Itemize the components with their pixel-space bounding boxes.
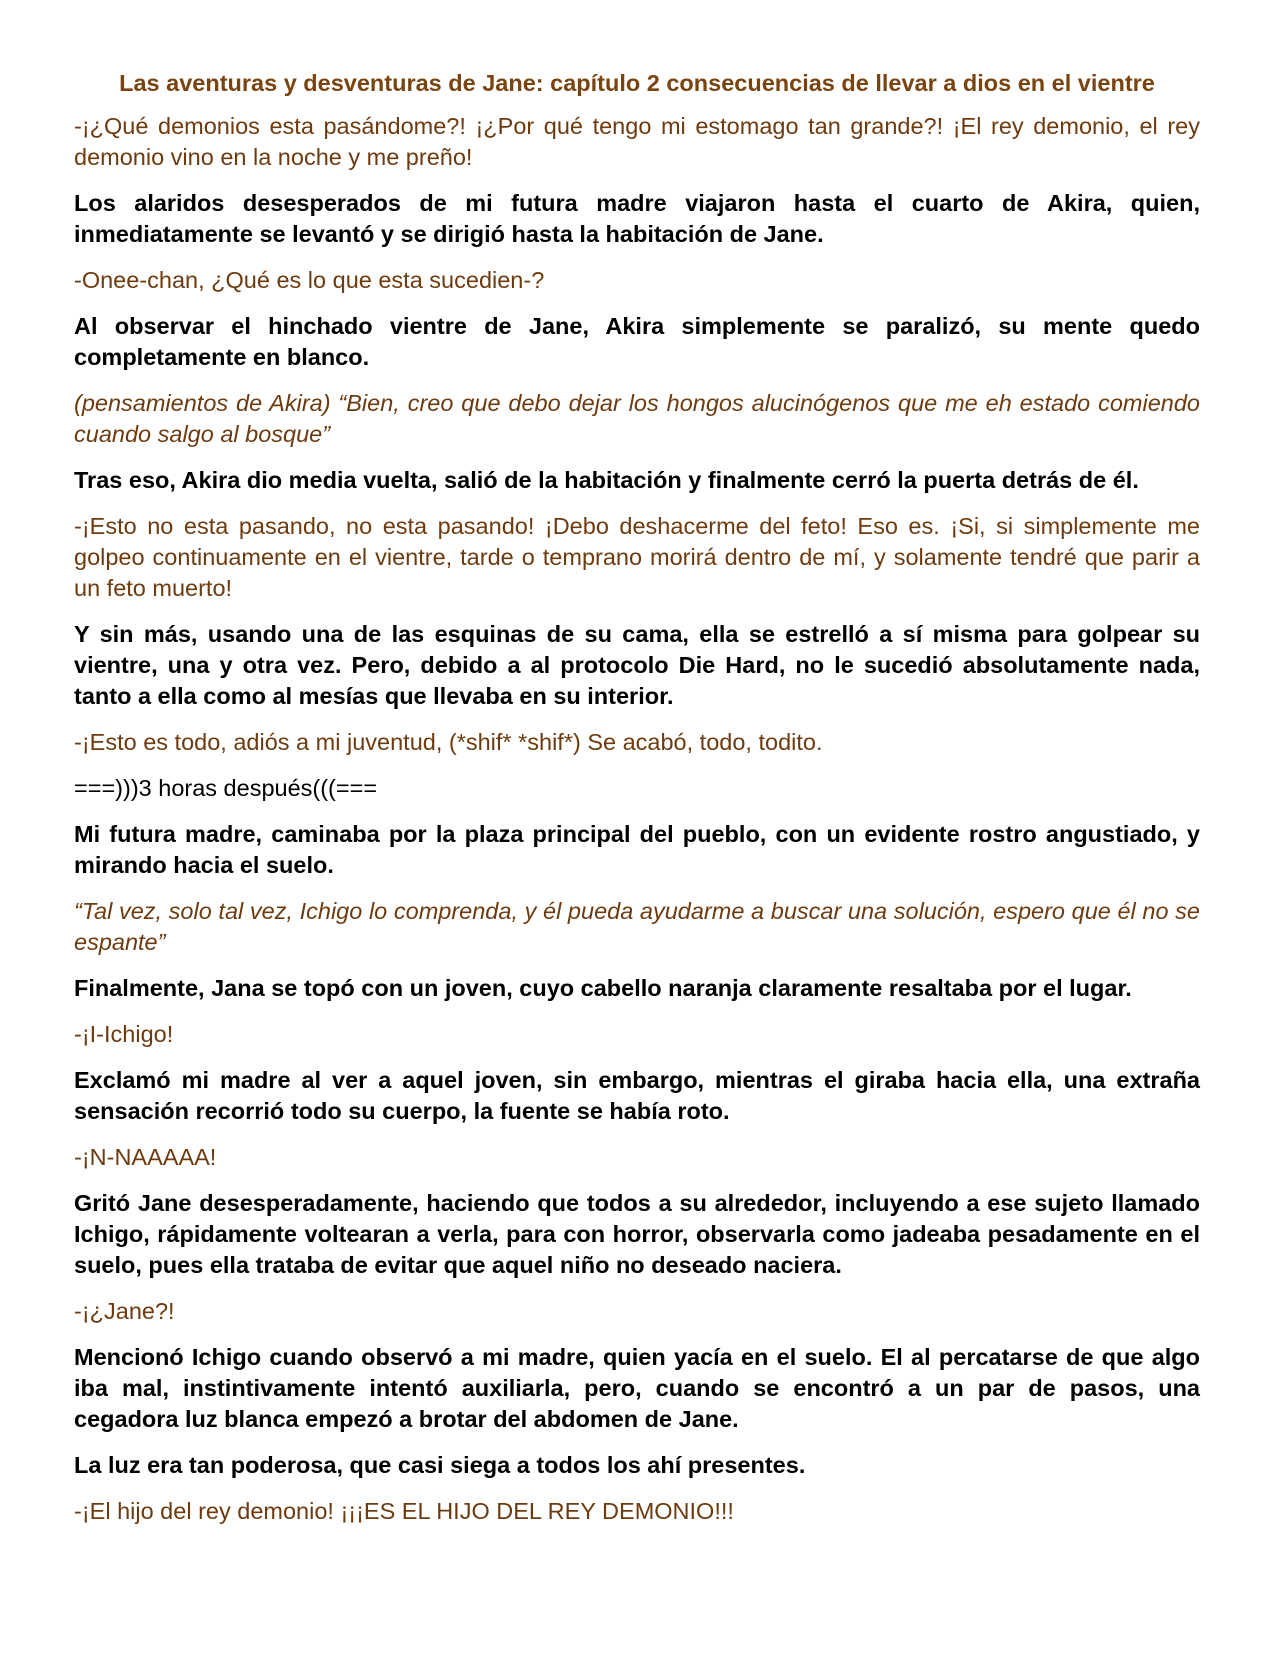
paragraph-dialog: -¡I-Ichigo!: [74, 1021, 174, 1047]
document-page: [74, 68, 1200, 1542]
paragraph-dialog: -Onee-chan, ¿Qué es lo que esta sucedien-?: [74, 267, 545, 293]
paragraph-narration: Mencionó Ichigo cuando observó a mi madre, quien yacía en el suelo. El al percatarse de que algo iba mal, instintivamente intentó auxiliarla, pero, cuando se encontró a un par de pasos, una cegadora luz blanca empezó a brotar del abdomen de Jane.: [74, 1344, 1200, 1432]
paragraph-dialog: -¡Esto no esta pasando, no esta pasando! ¡Debo deshacerme del feto! Eso es. ¡Si, si simplemente me golpeo continuamente en el vientre, tarde o temprano morirá dentro de mí, y solamente tendré que parir a un feto muerto!: [74, 513, 1200, 601]
paragraph-dialog: -¡El hijo del rey demonio! ¡¡¡ES EL HIJO DEL REY DEMONIO!!!: [74, 1498, 734, 1524]
paragraph-dialog: -¡¿Qué demonios esta pasándome?! ¡¿Por qué tengo mi estomago tan grande?! ¡El rey demonio, el rey demonio vino en la noche y me preño!: [74, 113, 1200, 170]
paragraph-narration: Al observar el hinchado vientre de Jane, Akira simplemente se paralizó, su mente quedo completamente en blanco.: [74, 313, 1200, 370]
paragraph-dialog: -¡¿Jane?!: [74, 1298, 175, 1324]
scene-separator: ===)))3 horas después(((===: [74, 775, 378, 801]
paragraph-dialog: -¡Esto es todo, adiós a mi juventud, (*shif* *shif*) Se acabó, todo, todito.: [74, 729, 823, 755]
paragraph-narration: Y sin más, usando una de las esquinas de su cama, ella se estrelló a sí misma para golpear su vientre, una y otra vez. Pero, debido a al protocolo Die Hard, no le sucedió absolutamente nada, tanto a ella como al mesías que llevaba en su interior.: [74, 621, 1200, 709]
paragraph-thought: “Tal vez, solo tal vez, Ichigo lo comprenda, y él pueda ayudarme a buscar una solución, espero que él no se espante”: [74, 898, 1200, 955]
paragraph-dialog: -¡N-NAAAAA!: [74, 1144, 217, 1170]
chapter-title: Las aventuras y desventuras de Jane: capítulo 2 consecuencias de llevar a dios en el vientre: [119, 70, 1155, 96]
paragraph-narration: Gritó Jane desesperadamente, haciendo que todos a su alrededor, incluyendo a ese sujeto llamado Ichigo, rápidamente voltearan a verla, para con horror, observarla como jadeaba pesadamente en el suelo, pues ella trataba de evitar que aquel niño no deseado naciera.: [74, 1190, 1200, 1278]
paragraph-thought: (pensamientos de Akira) “Bien, creo que debo dejar los hongos alucinógenos que me eh estado comiendo cuando salgo al bosque”: [74, 390, 1200, 447]
paragraph-narration: Exclamó mi madre al ver a aquel joven, sin embargo, mientras el giraba hacia ella, una extraña sensación recorrió todo su cuerpo, la fuente se había roto.: [74, 1067, 1200, 1124]
paragraph-narration: Mi futura madre, caminaba por la plaza principal del pueblo, con un evidente rostro angustiado, y mirando hacia el suelo.: [74, 821, 1200, 878]
paragraph-narration: Tras eso, Akira dio media vuelta, salió de la habitación y finalmente cerró la puerta detrás de él.: [74, 467, 1139, 493]
paragraph-narration: La luz era tan poderosa, que casi siega a todos los ahí presentes.: [74, 1452, 806, 1478]
paragraph-narration: Los alaridos desesperados de mi futura madre viajaron hasta el cuarto de Akira, quien, inmediatamente se levantó y se dirigió hasta la habitación de Jane.: [74, 190, 1200, 247]
paragraph-narration: Finalmente, Jana se topó con un joven, cuyo cabello naranja claramente resaltaba por el lugar.: [74, 975, 1132, 1001]
